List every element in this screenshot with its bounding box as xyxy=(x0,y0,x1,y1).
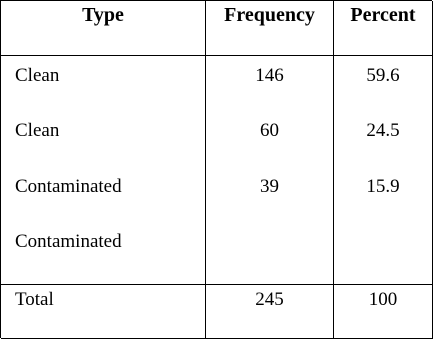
header-percent: Percent xyxy=(334,1,433,55)
total-type-cell xyxy=(1,285,206,338)
percent-column xyxy=(334,56,433,284)
table-header-row xyxy=(1,1,433,56)
table-total-row xyxy=(1,285,433,339)
frequency-cell: 146 xyxy=(255,65,284,86)
total-frequency: 245 xyxy=(255,289,284,310)
frequency-column xyxy=(206,56,334,284)
frequency-cell: 39 xyxy=(260,176,279,197)
type-cell: Contaminated xyxy=(15,231,122,252)
total-percent-cell xyxy=(334,285,433,338)
type-cell: Clean xyxy=(15,65,60,86)
header-type: Type xyxy=(1,1,206,55)
percent-cell: 15.9 xyxy=(366,176,400,197)
type-cell: Contaminated xyxy=(15,176,122,197)
total-label: Total xyxy=(15,289,54,310)
table-body xyxy=(1,56,433,285)
total-frequency-cell xyxy=(206,285,334,338)
percent-cell: 24.5 xyxy=(366,120,400,141)
total-percent: 100 xyxy=(368,289,398,310)
type-column xyxy=(1,56,206,284)
percent-cell: 59.6 xyxy=(366,65,400,86)
header-frequency: Frequency xyxy=(206,1,334,55)
frequency-cell: 60 xyxy=(260,120,279,141)
type-cell: Clean xyxy=(15,120,60,141)
